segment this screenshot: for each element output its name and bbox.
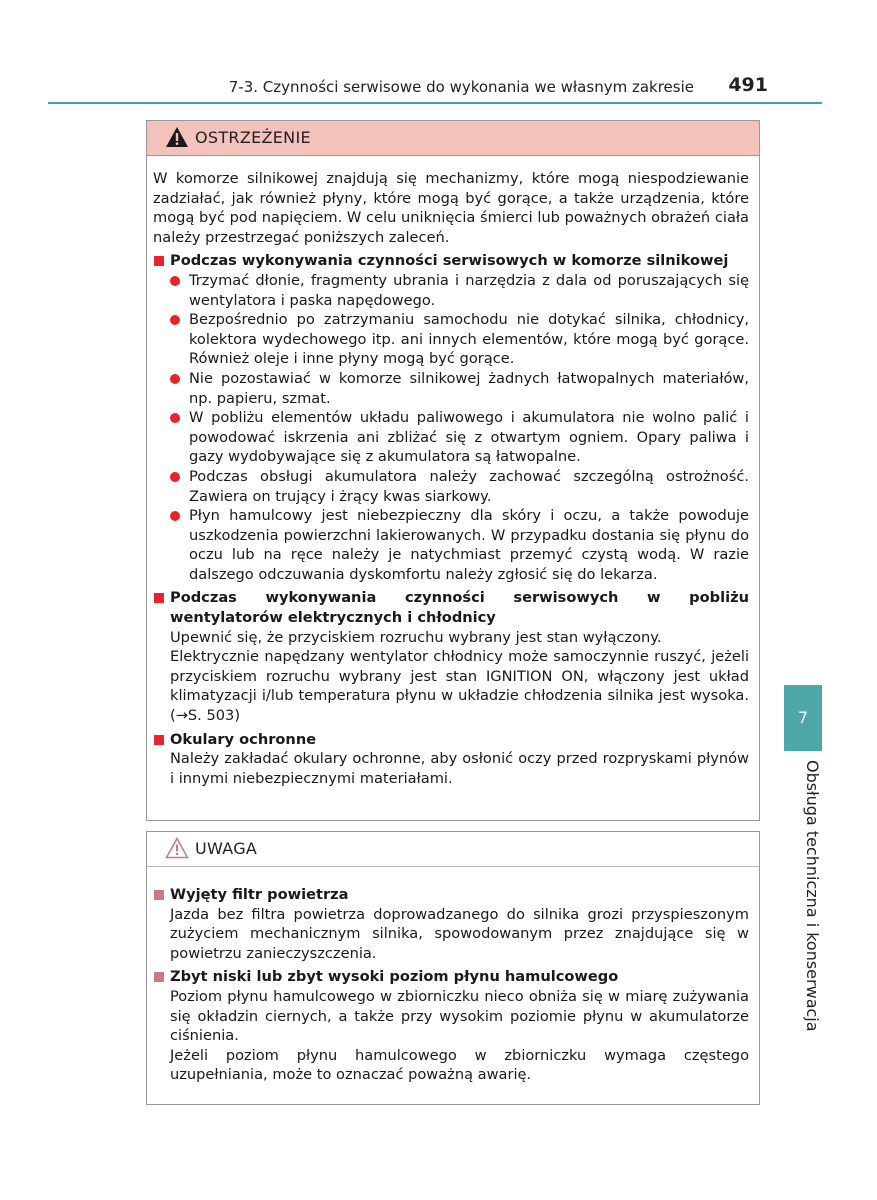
paragraph: Elektrycznie napędzany wentylator chłodnicy może samoczynnie ruszyć, jeżeli przyciskiem rozruchu wybrany jest stan IGNITION ON, włączony jest układ klimatyzacji i/lub temperatura płynu w układzie chłodzenia silnika jest wysoka. (→S. 503) xyxy=(170,648,749,725)
red-square-bullet-icon xyxy=(154,593,164,603)
notice-box xyxy=(146,831,760,1105)
warning-body xyxy=(147,156,759,788)
section-title xyxy=(153,885,749,905)
header-title: 7-3. Czynności serwisowe do wykonania we własnym zakresie xyxy=(228,78,694,96)
paragraph: Upewnić się, że przyciskiem rozruchu wybrany jest stan wyłączony. xyxy=(170,628,662,646)
page-header xyxy=(48,68,822,104)
red-dot-bullet-icon xyxy=(170,315,180,325)
section-title xyxy=(153,967,749,987)
warning-header xyxy=(147,121,759,156)
section-title-text: Zbyt niski lub zbyt wysoki poziom płynu hamulcowego xyxy=(170,968,619,986)
paragraph: Jeżeli poziom płynu hamulcowego w zbiorniczku wymaga częstego uzupełniania, może to oznaczać poważną awarię. xyxy=(170,1046,749,1084)
red-dot-bullet-icon xyxy=(170,413,180,423)
section-title-text: Podczas wykonywania czynności serwisowych w komorze silnikowej xyxy=(170,252,729,270)
header-rule xyxy=(48,102,822,104)
red-dot-bullet-icon xyxy=(170,472,180,482)
chapter-label: Obsługa techniczna i konserwacja xyxy=(803,760,822,1032)
list-item-text: Nie pozostawiać w komorze silnikowej żadnych łatwopalnych materiałów, np. papieru, szmat. xyxy=(189,369,749,407)
list-item xyxy=(153,506,749,584)
chapter-tab xyxy=(784,685,822,751)
list-item-text: Płyn hamulcowy jest niebezpieczny dla skóry i oczu, a także powoduje uszkodzenia powierzchni lakierowanych. W przypadku dostania się płynu do oczu lub na ręce należy je natychmiast przemyć czystą wodą. W razie dalszego odczuwania dyskomfortu należy zgłosić się do lekarza. xyxy=(189,507,749,583)
paragraph: Poziom płynu hamulcowego w zbiorniczku nieco obniża się w miarę zużywania się okładzin ciernych, a także przy wysokim poziomie płynu w akumulatorze ciśnienia. xyxy=(170,987,749,1045)
warning-heading: OSTRZEŻENIE xyxy=(195,128,311,147)
warning-triangle-icon xyxy=(165,126,189,148)
red-dot-bullet-icon xyxy=(170,374,180,384)
red-dot-bullet-icon xyxy=(170,511,180,521)
page-number: 491 xyxy=(728,74,768,96)
paragraph: Jazda bez filtra powietrza doprowadzanego do silnika grozi przyspieszonym zużyciem mechanicznym silnika, spowodowanym przez znajdujące się w powietrzu zanieczyszczenia. xyxy=(170,905,749,962)
notice-heading: UWAGA xyxy=(195,839,258,858)
red-dot-bullet-icon xyxy=(170,276,180,286)
red-square-bullet-icon xyxy=(154,735,164,745)
list-item xyxy=(153,369,749,408)
notice-header xyxy=(147,832,759,867)
list-item-text: Bezpośrednio po zatrzymaniu samochodu nie dotykać silnika, chłodnicy, kolektora wydechowego itp. ani innych elementów, które mogą być gorące. Również oleje i inne płyny mogą być gorące. xyxy=(189,311,749,368)
section-title xyxy=(153,251,749,271)
list-item xyxy=(153,310,749,369)
pink-square-bullet-icon xyxy=(154,972,164,982)
list-item-text: W pobliżu elementów układu paliwowego i akumulatora nie wolno palić i powodować iskrzenia ani zbliżać się z otwartym ogniem. Opary paliwa i gazy wydobywające się z akumulatora są łatwopalne. xyxy=(189,409,749,466)
pink-square-bullet-icon xyxy=(154,890,164,900)
red-square-bullet-icon xyxy=(154,256,164,266)
section-title-text: Podczas wykonywania czynności serwisowych w pobliżu wentylatorów elektrycznych i chłodnicy xyxy=(170,589,749,627)
list-item-text: Trzymać dłonie, fragmenty ubrania i narzędzia z dala od poruszających się wentylatora i paska napędowego. xyxy=(189,271,749,309)
warning-intro: W komorze silnikowej znajdują się mechanizmy, które mogą niespodziewanie zadziałać, jak również płyny, które mogą być gorące, a także urządzenia, które mogą być pod napięciem. W celu uniknięcia śmierci lub poważnych obrażeń ciała należy przestrzegać poniższych zaleceń. xyxy=(153,170,749,246)
list-item xyxy=(153,467,749,506)
section-title xyxy=(153,588,749,627)
bullet-list xyxy=(153,271,749,585)
section-title-text: Okulary ochronne xyxy=(170,730,317,748)
list-item xyxy=(153,271,749,310)
caution-triangle-icon xyxy=(165,837,189,859)
list-item-text: Podczas obsługi akumulatora należy zachować szczególną ostrożność. Zawiera on trujący i żrący kwas siarkowy. xyxy=(189,467,749,505)
paragraph: Należy zakładać okulary ochronne, aby osłonić oczy przed rozpryskami płynów i innymi niebezpiecznymi materiałami. xyxy=(170,750,749,787)
section-title xyxy=(153,730,749,750)
section-title-text: Wyjęty filtr powietrza xyxy=(170,886,349,903)
notice-body xyxy=(147,867,759,1085)
chapter-number: 7 xyxy=(797,708,809,727)
list-item xyxy=(153,408,749,467)
warning-box xyxy=(146,120,760,821)
